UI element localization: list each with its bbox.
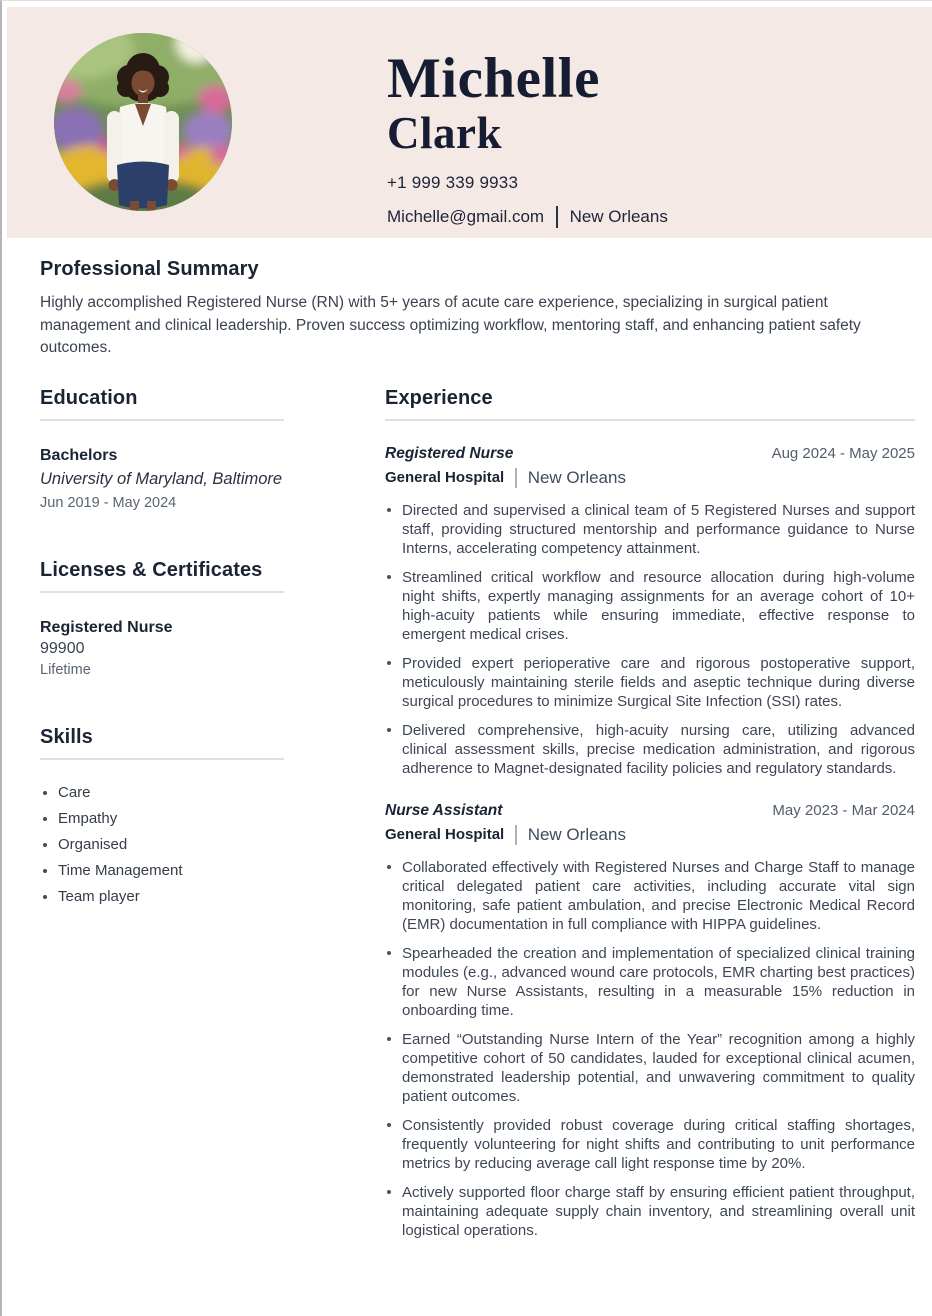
right-column	[385, 387, 915, 1250]
skill-item: Care	[40, 784, 284, 801]
job-bullet: Streamlined critical workflow and resource allocation during high-volume night shifts, expertly managing assignments for an average cohort of 10+ high-acuity patients while ensuring immediate, effective response to emergent medical crises.	[385, 568, 915, 644]
skill-item: Team player	[40, 888, 284, 905]
resume-body	[2, 238, 932, 1250]
job-bullet: Spearheaded the creation and implementation of specialized clinical training modules (e.g., advanced wound care protocols, EMR charting best practices) for new Nurse Assistants, resulting in a measurable 15% reduction in onboarding time.	[385, 944, 915, 1020]
skill-item: Empathy	[40, 810, 284, 827]
job-bullet: Directed and supervised a clinical team of 5 Registered Nurses and support staff, providing structured mentorship and performance guidance to Nurse Interns, accelerating competency attainment.	[385, 501, 915, 558]
summary-text: Highly accomplished Registered Nurse (RN) with 5+ years of acute care experience, specializing in surgical patient management and clinical leadership. Proven success optimizing workflow, mentoring staff, and enhancing patient safety outcomes.	[40, 294, 861, 356]
profile-photo	[54, 33, 232, 211]
summary-title: Professional Summary	[40, 258, 259, 280]
first-name: Michelle	[387, 47, 600, 110]
job-bullet-list	[385, 858, 915, 1240]
skill-item: Time Management	[40, 862, 284, 879]
job-bullet: Actively supported floor charge staff by ensuring efficient patient throughput, maintaining adequate supply chain inventory, and streamlining overall unit logistical operations.	[385, 1183, 915, 1240]
experience-title: Experience	[385, 387, 915, 421]
experience-job	[385, 802, 915, 1240]
skills-title: Skills	[40, 726, 284, 760]
person-figure	[107, 53, 179, 211]
job-role: Nurse Assistant	[385, 801, 503, 819]
education-item	[40, 447, 284, 511]
job-bullet: Delivered comprehensive, high-acuity nursing care, utilizing advanced clinical assessment skills, precise medication administration, and rigorous adherence to Magnet-designated facility policies and regulatory standards.	[385, 721, 915, 778]
contact-divider	[556, 206, 558, 228]
section-professional-summary	[40, 258, 913, 360]
phone-number: +1 999 339 9933	[387, 173, 519, 192]
contact-line	[387, 206, 912, 228]
header-band	[7, 7, 932, 238]
license-number: 99900	[40, 639, 85, 657]
education-title: Education	[40, 387, 284, 421]
job-location-divider	[515, 468, 517, 488]
licenses-title: Licenses & Certificates	[40, 559, 284, 593]
job-dates: May 2023 - Mar 2024	[772, 801, 915, 819]
job-bullet: Provided expert perioperative care and rigorous postoperative support, meticulously maintaining sterile fields and aseptic technique during diverse surgical procedures to minimize Surgical Site Infection (SSI) rates.	[385, 654, 915, 711]
job-location-divider	[515, 825, 517, 845]
skill-item: Organised	[40, 836, 284, 853]
job-company: General Hospital	[385, 826, 505, 843]
job-company: General Hospital	[385, 469, 505, 486]
left-column	[40, 387, 284, 1250]
job-bullet: Earned “Outstanding Nurse Intern of the Year” recognition among a highly competitive cohort of 50 candidates, lauded for exceptional clinical acumen, demonstrated leadership potential, and unwavering commitment to quality patient outcomes.	[385, 1030, 915, 1106]
job-location: New Orleans	[527, 824, 626, 844]
profile-photo-illustration	[54, 33, 232, 211]
section-licenses	[40, 559, 284, 678]
job-role: Registered Nurse	[385, 444, 514, 462]
skills-list	[40, 784, 284, 905]
education-degree: Bachelors	[40, 446, 118, 464]
education-dates: Jun 2019 - May 2024	[40, 494, 177, 511]
header-location: New Orleans	[569, 207, 668, 226]
job-location: New Orleans	[527, 467, 626, 487]
section-education	[40, 387, 284, 511]
job-bullet: Consistently provided robust coverage during critical staffing shortages, frequently volunteering for night shifts and contributing to unit performance metrics by reducing average call light response time by 20%.	[385, 1116, 915, 1173]
job-bullet-list	[385, 501, 915, 778]
license-name: Registered Nurse	[40, 618, 173, 636]
license-item	[40, 619, 284, 678]
job-dates: Aug 2024 - May 2025	[771, 444, 915, 462]
email-address: Michelle@gmail.com	[387, 207, 545, 226]
job-bullet: Collaborated effectively with Registered Nurses and Charge Staff to manage critical delegated patient care activities, including accurate vital sign monitoring, safe patient ambulation, and precise Electronic Medical Record (EMR) documentation in full compliance with HIPPA guidelines.	[385, 858, 915, 934]
license-validity: Lifetime	[40, 661, 91, 678]
identity-block	[387, 49, 912, 228]
experience-job	[385, 445, 915, 778]
last-name: Clark	[387, 108, 502, 158]
education-school: University of Maryland, Baltimore	[40, 469, 283, 488]
section-skills	[40, 726, 284, 905]
